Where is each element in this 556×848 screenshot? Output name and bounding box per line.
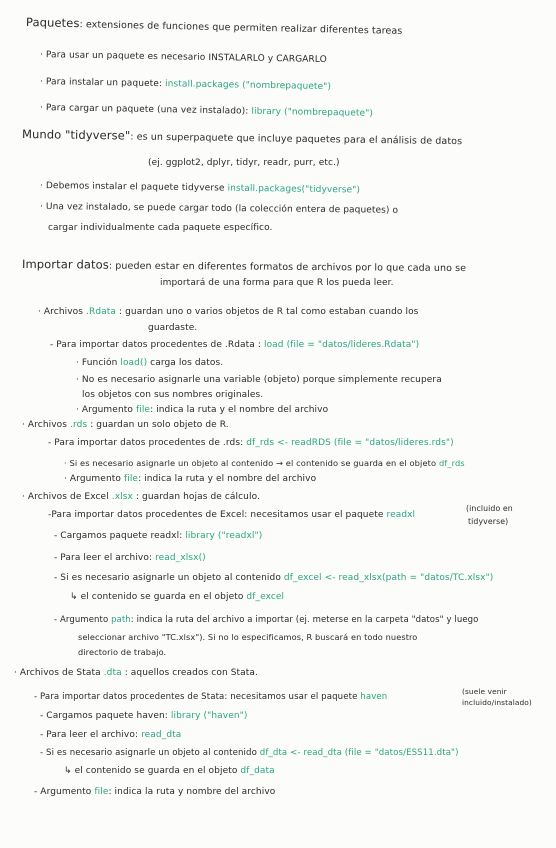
stata-read bbox=[40, 730, 181, 741]
excel-arg bbox=[54, 615, 478, 626]
haven-pkg: haven bbox=[360, 692, 388, 702]
stata-import-note: (suele venir bbox=[462, 687, 507, 696]
importar-line bbox=[22, 258, 466, 275]
rds-ext: .rds bbox=[70, 420, 88, 430]
excel-head bbox=[22, 492, 260, 503]
rdata-arg-code: file bbox=[135, 405, 151, 415]
importar-def-2: importará de una forma para que R los pueda leer. bbox=[160, 278, 394, 288]
read-dta-code: read_dta bbox=[141, 730, 182, 740]
paquetes-bullet-3 bbox=[40, 103, 373, 120]
stata-assign-text: - Si es necesario asignarle un objeto al contenido bbox=[40, 748, 257, 758]
paquetes-bullet-2-text: · Para instalar un paquete: bbox=[39, 77, 163, 90]
rdata-note: · No es necesario asignarle una variable (objeto) porque simplemente recupera bbox=[76, 375, 442, 385]
rds-arg bbox=[64, 474, 316, 485]
rdata-import bbox=[50, 340, 419, 351]
rds-note-text: · Si es necesario asignarle un objeto al contenido → el contenido se guarda en el objeto bbox=[64, 458, 437, 468]
rds-head-def: : guardan un solo objeto de R. bbox=[90, 420, 229, 430]
tidyverse-line bbox=[22, 128, 462, 148]
stata-head-def: : aquellos creados con Stata. bbox=[124, 668, 258, 678]
excel-ext: .xlsx bbox=[111, 492, 133, 502]
excel-import-note: (incluido en bbox=[466, 504, 513, 513]
stata-load-text: - Cargamos paquete haven: bbox=[40, 711, 168, 721]
rds-arg-b: : indica la ruta y el nombre del archivo bbox=[138, 474, 317, 484]
rdata-head-def: : guardan uno o varios objetos de R tal como estaban cuando los bbox=[119, 307, 419, 317]
excel-read-text: - Para leer el archivo: bbox=[54, 553, 153, 563]
excel-arg-a: - Argumento bbox=[54, 615, 109, 625]
excel-import-text: -Para importar datos procedentes de Excel: necesitamos usar el paquete bbox=[48, 510, 384, 520]
excel-assign-text: - Si es necesario asignarle un objeto al contenido bbox=[54, 573, 281, 583]
excel-arg-c: seleccionar archivo "TC.xlsx"). Si no lo especificamos, R buscará en todo nuestro bbox=[78, 632, 418, 642]
rdata-head-def-2: guardaste. bbox=[148, 323, 198, 333]
tidyverse-title: Mundo "tidyverse" bbox=[21, 127, 131, 143]
rds-note bbox=[64, 458, 465, 469]
rds-arg-code: file bbox=[123, 474, 139, 484]
stata-ext: .dta bbox=[103, 668, 122, 678]
install-packages-code: install.packages ("nombrepaquete") bbox=[164, 79, 332, 93]
stata-assign bbox=[40, 748, 459, 759]
tidyverse-bullet-1 bbox=[40, 181, 360, 196]
path-arg-code: path bbox=[111, 615, 131, 625]
df-data-object: df_data bbox=[240, 766, 275, 776]
stata-arg-code: file bbox=[94, 787, 109, 797]
stata-arg-a: - Argumento bbox=[34, 787, 92, 797]
stata-head-text: · Archivos de Stata bbox=[14, 668, 101, 678]
rdata-func-b: carga los datos. bbox=[150, 358, 224, 368]
library-haven-code: library ("haven") bbox=[170, 711, 248, 721]
paquetes-line bbox=[26, 16, 403, 38]
tidyverse-bullet-1-text: · Debemos instalar el paquete tidyverse bbox=[39, 181, 225, 194]
rds-import-text: - Para importar datos procedentes de .rds: bbox=[48, 438, 244, 448]
excel-read bbox=[54, 553, 206, 564]
excel-assign-2 bbox=[70, 592, 284, 603]
tidyverse-examples: (ej. ggplot2, dplyr, tidyr, readr, purr, etc.) bbox=[148, 158, 340, 168]
rdata-note-2: los objetos con sus nombres originales. bbox=[82, 390, 264, 400]
rds-object-code: df_rds bbox=[438, 458, 465, 468]
stata-import-text: - Para importar datos procedentes de Stata: necesitamos usar el paquete bbox=[34, 692, 358, 702]
readrds-code: df_rds <- readRDS (file = "datos/lideres.rds") bbox=[246, 438, 454, 448]
library-code: library ("nombrepaquete") bbox=[251, 106, 374, 119]
excel-head-def: : guardan hojas de cálculo. bbox=[135, 492, 260, 502]
excel-assign-2-text: ↳ el contenido se guarda en el objeto bbox=[70, 592, 244, 602]
rdata-arg-a: · Argumento bbox=[76, 405, 133, 415]
rdata-head-text: · Archivos bbox=[38, 307, 84, 317]
rds-head bbox=[22, 420, 229, 431]
rdata-ext: .Rdata bbox=[86, 307, 117, 317]
excel-arg-b: : indica la ruta del archivo a importar (ej. meterse en la carpeta "datos" y luego bbox=[130, 615, 479, 625]
importar-def: : pueden estar en diferentes formatos de archivos por lo que cada uno se bbox=[108, 260, 467, 275]
stata-assign-2-text: ↳ el contenido se guarda en el objeto bbox=[64, 766, 238, 776]
excel-assign bbox=[54, 573, 493, 584]
load-func-code: load() bbox=[120, 358, 148, 368]
rdata-head bbox=[38, 307, 418, 318]
rdata-func bbox=[76, 358, 223, 369]
df-dta-code: df_dta <- read_dta (file = "datos/ESS11.dta") bbox=[259, 748, 459, 758]
rdata-arg-b: : indica la ruta y el nombre del archivo bbox=[150, 405, 329, 415]
rds-import bbox=[48, 438, 454, 449]
tidyverse-bullet-2: · Una vez instalado, se puede cargar todo (la colección entera de paquetes) o bbox=[39, 202, 399, 216]
rdata-arg bbox=[76, 405, 328, 416]
stata-load bbox=[40, 711, 248, 722]
excel-import-note-2: tidyverse) bbox=[468, 517, 509, 526]
excel-import bbox=[48, 510, 415, 521]
excel-load bbox=[54, 531, 262, 542]
tidyverse-bullet-2b: cargar individualmente cada paquete específico. bbox=[48, 223, 273, 233]
excel-arg-d: directorio de trabajo. bbox=[78, 647, 167, 657]
df-excel-code: df_excel <- read_xlsx(path = "datos/TC.xlsx") bbox=[283, 573, 494, 583]
stata-import-note-2: incluido/instalado) bbox=[462, 698, 532, 707]
rdata-func-a: · Función bbox=[76, 358, 118, 368]
stata-arg bbox=[34, 787, 275, 798]
paquetes-title: Paquetes bbox=[25, 15, 80, 31]
stata-head bbox=[14, 668, 258, 679]
read-xlsx-code: read_xlsx() bbox=[155, 553, 206, 563]
excel-head-text: · Archivos de Excel bbox=[22, 492, 109, 502]
stata-assign-2 bbox=[64, 766, 275, 777]
df-excel-object: df_excel bbox=[246, 592, 285, 602]
paquetes-bullet-1: · Para usar un paquete es necesario INSTALARLO y CARGARLO bbox=[39, 50, 327, 66]
install-tidyverse-code: install.packages("tidyverse") bbox=[227, 183, 361, 196]
library-readxl-code: library ("readxl") bbox=[185, 531, 263, 541]
stata-arg-b: : indica la ruta y nombre del archivo bbox=[108, 787, 276, 797]
paquetes-bullet-3-text: · Para cargar un paquete (una vez instalado): bbox=[39, 103, 249, 117]
rds-arg-a: · Argumento bbox=[64, 474, 121, 484]
importar-title: Importar datos bbox=[21, 257, 109, 272]
load-code: load (file = "datos/lideres.Rdata") bbox=[263, 340, 420, 350]
rds-head-text: · Archivos bbox=[22, 420, 68, 430]
stata-import bbox=[34, 692, 387, 703]
rdata-import-text: - Para importar datos procedentes de .Rdata : bbox=[50, 340, 261, 350]
excel-load-text: - Cargamos paquete readxl: bbox=[54, 531, 183, 541]
paquetes-bullet-2 bbox=[40, 77, 331, 93]
stata-read-text: - Para leer el archivo: bbox=[40, 730, 139, 740]
paquetes-def: : extensiones de funciones que permiten realizar diferentes tareas bbox=[79, 19, 403, 37]
readxl-pkg: readxl bbox=[386, 510, 416, 520]
tidyverse-def: : es un superpaquete que incluye paquetes para el análisis de datos bbox=[130, 131, 463, 148]
